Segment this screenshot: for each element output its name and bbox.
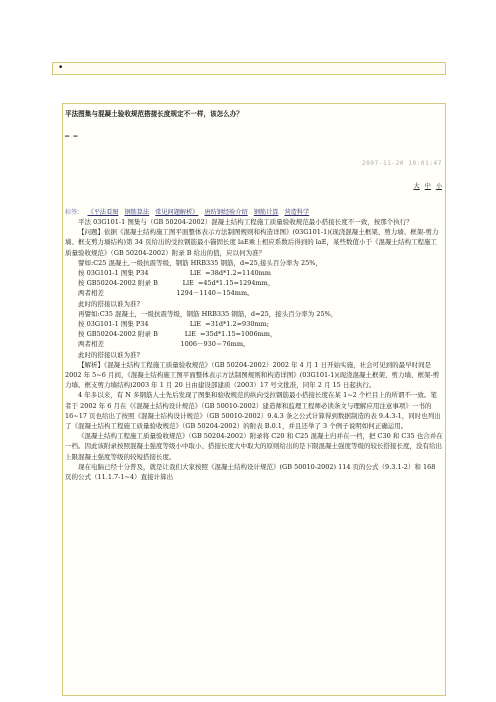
tag-link[interactable]: 唐纺钢经验介绍: [204, 209, 248, 216]
appendix-paragraph: 《混凝土结构工程施工质量验收规范》（GB 50204-2002）附录将 C20 和 C25 混凝土归并在一档，把 C30 和 C35 也合并在一档。因此该附录按照混凝土强度等级小中取小、搭接长度大中取大的原则给出的是下限混凝土强度等级的较长搭接长度，没有给出上限混凝土强度等级的较短搭接长度。: [65, 432, 443, 461]
post-datetime: 2007-11-20 19:01:47: [361, 160, 442, 167]
font-size-switcher: [411, 181, 443, 190]
example1-diff-row: 两者相差 1294－1140＝154mm。: [78, 289, 254, 298]
example1-calc-row: 按 GB50204-2002 附录 B LlE =45d*1.15=1294mm，: [78, 279, 275, 288]
analysis-paragraph: 【解析】《混凝土结构工程施工质量验收规范》（GB 50204-2002）2002 年 4 月 1 日开始实施，社会可见到的最早时间是 2002 年 5~6 月间，《混凝土结构施工图平面整体表示方法制图规则和构造详图》(03G101-1)(现浇混凝土框架、剪力墙、框架-剪力墙、框支剪力墙结构)2003 年 1 月 20 日由建设部建质（2003）17 号文批准，同年 2 月 15 日起执行。: [65, 360, 440, 390]
tag-list: [65, 207, 313, 216]
history-paragraph: 4 年多以来，有 N 多钢筋人士先后发现了图集和验收规范的纵向受拉钢筋最小搭接长度在某 1~2 个栏目上的所谓不一致。笔者于 2002 年 6 月在《《混凝土结构设计规范》（GB 50010-2002）建造师和监理工程师必读条文与理解应用注意事项》一书的 16~17 页也给出了按照《混凝土结构设计规范》（GB 50010-2002）9.4.3 条之公式计算得到数据制造的表 9.4.3-1，同时也列出了《混凝土结构工程施工质量验收规范》（GB 50204-2002）的附表 B.0.1，并且还举了 3 个例子说明如何正确运用。: [65, 391, 441, 431]
question-paragraph: 【问题】依据《混凝土结构施工图平面整体表示方法制图规则和构造详图》(03G101-1)(现浇混凝土框架、剪力墙、框架-剪力墙、框支剪力墙结构)第 34 页给出的受拉钢筋最小锚固长度 laE乘上相应系数后得到的 laE，某些数值小于《混凝土结构工程施工质量验收规范》（GB 50204-2002）附录 B 给出的值，应以何为准？: [65, 228, 439, 257]
example2-paragraph: 再譬如:C35 混凝土，一级抗震等级，钢筋 HRB335 钢筋，d=25，接头百分率为 25%，: [78, 309, 338, 318]
article-body: [65, 217, 443, 482]
example2-question: 此时的搭接以谁为准?: [78, 350, 140, 359]
tags-label: 标签：: [65, 209, 84, 216]
example1-calc-row: 按 03G101-1 图集 P34 LlE =38d*1.2=1140mm: [78, 269, 271, 278]
font-size-large-link[interactable]: 大: [413, 183, 420, 190]
tag-link[interactable]: 钢筋计算: [253, 209, 279, 216]
example2-diff-row: 两者相差 1006－930＝76mm。: [78, 340, 250, 349]
bullet-icon: •: [58, 63, 64, 73]
tag-link[interactable]: 钢筋算法: [124, 209, 150, 216]
top-bullet-bar: [52, 62, 446, 75]
tag-link[interactable]: 《平法看图: [87, 209, 119, 216]
font-size-small-link[interactable]: 小: [435, 183, 442, 190]
article-panel: [62, 103, 446, 696]
intro-paragraph: 平法 03G101-1 图集与（GB 50204-2002）混凝土结构工程施工质量验收规范最小搭接长度不一致，按那个执行？: [78, 218, 413, 226]
tag-link[interactable]: 营造科学: [284, 209, 310, 216]
example1-question: 此时的搭接以谁为准?: [78, 299, 140, 308]
title-divider: — —: [65, 132, 78, 140]
font-size-medium-link[interactable]: 中: [424, 183, 431, 190]
example2-calc-row: 按 03G101-1 图集 P34 LlE =31d*1.2=930mm;: [78, 320, 269, 329]
tag-link[interactable]: 常见问题解析》: [155, 209, 199, 216]
article-title: 平法图集与混凝土验收规范搭接长度规定不一样，该怎么办？: [65, 110, 244, 118]
example2-calc-row: 按 GB50204-2002 附录 B LlE =35d*1.15=1006mm，: [78, 330, 277, 339]
example1-paragraph: 譬如:C25 混凝土,一级抗震等级，钢筋 HRB335 钢筋，d=25,接头百分率为 25%，: [78, 258, 322, 267]
conclusion-paragraph: 现在电脑已经十分普及，就是让我们大家按照《混凝土结构设计规范》(GB 50010-2002) 114 页的公式（9.3.1-2）和 168 页的公式（11.1.7-1~4）直接计算出: [65, 462, 436, 482]
